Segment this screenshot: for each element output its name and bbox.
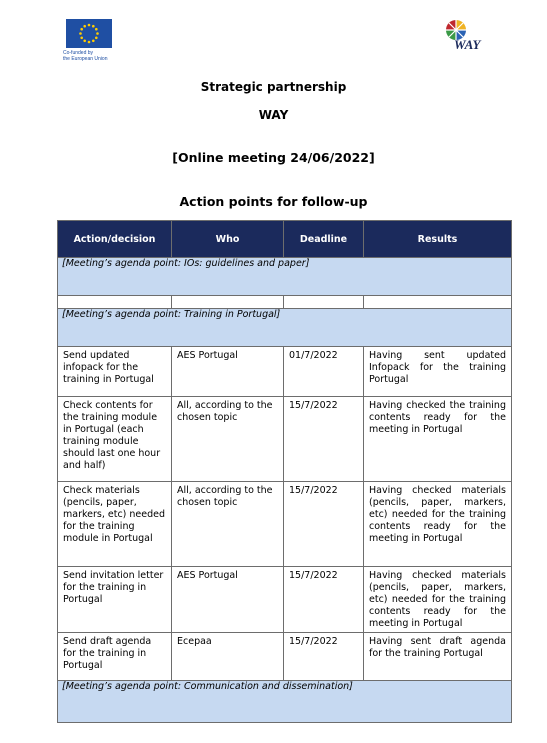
way-globe-icon bbox=[444, 18, 494, 54]
section-label: [Meeting’s agenda point: Training in Portugal] bbox=[58, 309, 512, 347]
header-results: Results bbox=[364, 221, 512, 258]
page-header bbox=[0, 0, 547, 72]
eu-caption-line1: Co-funded by bbox=[63, 50, 94, 56]
who-cell: Ecepaa bbox=[172, 633, 284, 681]
eu-caption-line2: the European Union bbox=[63, 56, 108, 62]
action-cell: Send invitation letter for the training in Portugal bbox=[58, 567, 172, 633]
action-cell: Send updated infopack for the training in Portugal bbox=[58, 347, 172, 397]
who-cell: All, according to the chosen topic bbox=[172, 397, 284, 482]
who-cell: All, according to the chosen topic bbox=[172, 482, 284, 567]
action-points-table bbox=[57, 220, 512, 723]
who-cell: AES Portugal bbox=[172, 567, 284, 633]
title-strategic-partnership: Strategic partnership bbox=[200, 80, 347, 94]
section-row-ios bbox=[58, 258, 512, 296]
eu-flag-icon bbox=[66, 19, 112, 48]
table-row bbox=[58, 567, 512, 633]
header-who: Who bbox=[172, 221, 284, 258]
action-cell: Check materials (pencils, paper, markers, etc) needed for the training module in Portugal bbox=[58, 482, 172, 567]
eu-cofunded-logo bbox=[63, 19, 115, 65]
table-row bbox=[58, 482, 512, 567]
title-way: WAY bbox=[258, 108, 289, 122]
section-row-training bbox=[58, 309, 512, 347]
section-label: [Meeting’s agenda point: IOs: guidelines and paper] bbox=[58, 258, 512, 296]
section-row-communication bbox=[58, 681, 512, 723]
who-cell: AES Portugal bbox=[172, 347, 284, 397]
results-cell: Having checked materials (pencils, paper, markers, etc) needed for the training contents ready for the meeting in Portugal bbox=[364, 482, 512, 567]
way-logo-text: WAY bbox=[454, 37, 481, 52]
section-label: [Meeting’s agenda point: Communication and dissemination] bbox=[58, 681, 512, 723]
table-header-row bbox=[58, 221, 512, 258]
deadline-cell: 15/7/2022 bbox=[284, 633, 364, 681]
table-row bbox=[58, 633, 512, 681]
deadline-cell: 15/7/2022 bbox=[284, 567, 364, 633]
table-row bbox=[58, 347, 512, 397]
action-points-subtitle: Action points for follow-up bbox=[179, 194, 368, 209]
results-cell: Having sent updated Infopack for the training Portugal bbox=[364, 347, 512, 397]
eu-stars-icon bbox=[66, 19, 112, 48]
header-deadline: Deadline bbox=[284, 221, 364, 258]
results-cell: Having checked materials (pencils, paper, markers, etc) needed for the training contents ready for the meeting in Portugal bbox=[364, 567, 512, 633]
deadline-cell: 15/7/2022 bbox=[284, 397, 364, 482]
action-cell: Check contents for the training module in Portugal (each training module should last one hour and half) bbox=[58, 397, 172, 482]
results-cell: Having checked the training contents ready for the meeting in Portugal bbox=[364, 397, 512, 482]
deadline-cell: 15/7/2022 bbox=[284, 482, 364, 567]
header-action-decision: Action/decision bbox=[58, 221, 172, 258]
action-cell: Send draft agenda for the training in Portugal bbox=[58, 633, 172, 681]
table-row bbox=[58, 397, 512, 482]
deadline-cell: 01/7/2022 bbox=[284, 347, 364, 397]
way-logo bbox=[444, 18, 494, 54]
results-cell: Having sent draft agenda for the training Portugal bbox=[364, 633, 512, 681]
meeting-title: [Online meeting 24/06/2022] bbox=[172, 150, 375, 165]
empty-row bbox=[58, 296, 512, 309]
